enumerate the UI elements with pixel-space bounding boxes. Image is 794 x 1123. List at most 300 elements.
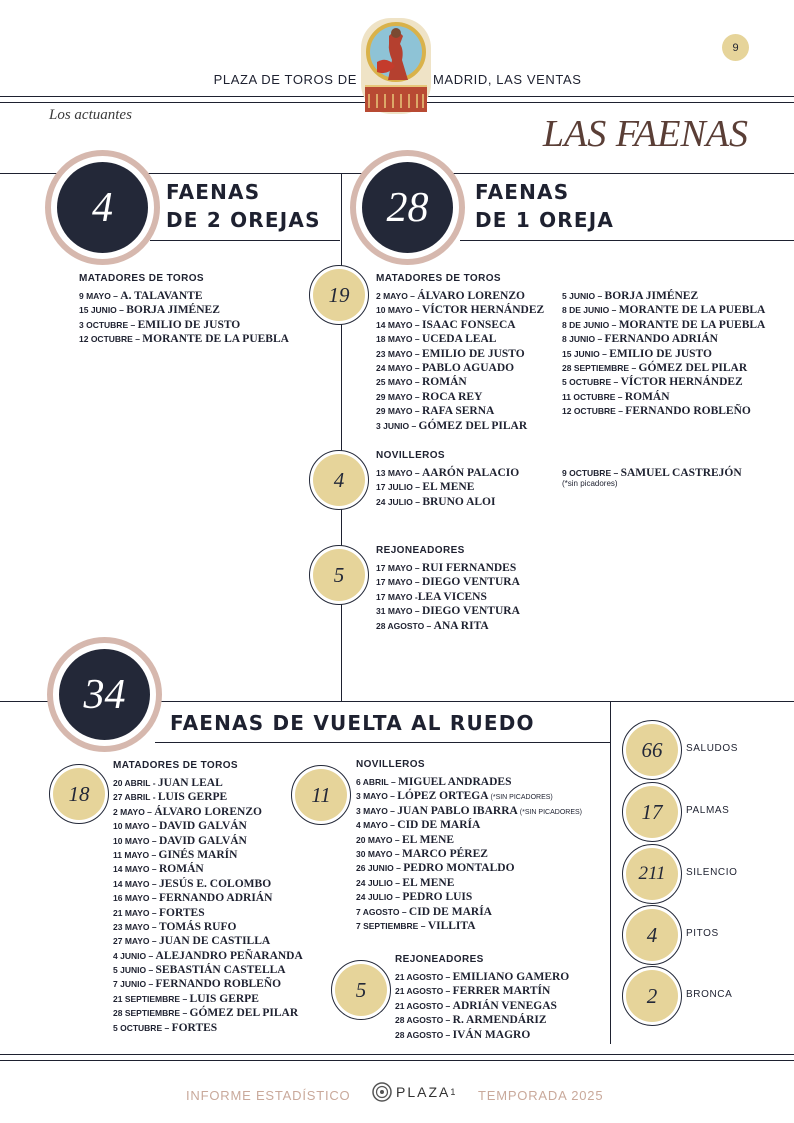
item-date: 24 JULIO <box>356 877 393 888</box>
item-name: ISAAC FONSECA <box>422 318 516 331</box>
item-name: EMILIO DE JUSTO <box>422 347 525 360</box>
result-count-circle <box>622 844 682 904</box>
item-separator: – <box>443 1015 453 1026</box>
two-ears-title-line1: FAENAS <box>166 180 261 204</box>
result-count-circle <box>622 720 682 780</box>
item-name: JUAN DE CASTILLA <box>159 935 271 948</box>
one-ear-count: 28 <box>362 162 453 253</box>
item-date: 28 AGOSTO <box>395 1015 444 1026</box>
item-separator: – <box>149 936 159 947</box>
two-ears-category: MATADORES DE TOROS <box>79 273 204 284</box>
item-separator: – <box>599 348 610 359</box>
item-date: 15 JUNIO <box>562 348 600 359</box>
laps-matadores-count-circle <box>49 764 109 824</box>
list-item <box>562 346 765 360</box>
item-name: R. ARMENDÁRIZ <box>452 1014 547 1027</box>
item-date: 21 AGOSTO <box>395 972 444 982</box>
item-name: A. TALAVANTE <box>120 290 203 302</box>
list-item <box>113 1020 303 1034</box>
item-name: FERNANDO ADRIÁN <box>159 892 273 905</box>
brand-logo-icon <box>372 1082 392 1102</box>
two-ears-count: 4 <box>57 162 148 253</box>
item-name: DIEGO VENTURA <box>422 576 520 589</box>
item-name: FERNANDO ADRIÁN <box>604 333 718 346</box>
item-name: ROMÁN <box>624 390 670 403</box>
item-separator: - <box>412 591 418 602</box>
item-date: 13 MAYO <box>376 468 413 478</box>
item-separator: – <box>629 362 639 373</box>
item-separator: – <box>180 993 190 1004</box>
list-item <box>356 904 582 918</box>
list-item <box>79 302 289 316</box>
item-name: LUIS GERPE <box>189 992 259 1005</box>
upper-column-divider <box>341 173 342 701</box>
item-date: 27 ABRIL <box>113 792 151 803</box>
item-separator: – <box>388 777 399 787</box>
item-separator: – <box>180 1008 190 1019</box>
list-item <box>376 603 520 617</box>
list-item <box>562 374 765 388</box>
one-ear-rejoneadores-count: 5 <box>313 549 365 601</box>
item-separator: – <box>595 291 605 301</box>
item-separator: – <box>399 906 409 917</box>
list-item <box>376 403 544 417</box>
one-ear-rejoneadores-category: REJONEADORES <box>376 545 465 556</box>
footer-left-text: INFORME ESTADÍSTICO <box>186 1088 351 1103</box>
list-item <box>376 288 544 302</box>
laps-matadores-count: 18 <box>53 768 105 820</box>
list-item <box>356 803 582 817</box>
page-title: LAS FAENAS <box>542 113 748 155</box>
one-ear-matadores-count: 19 <box>313 269 365 321</box>
item-separator: – <box>116 305 127 316</box>
list-item <box>376 589 520 603</box>
item-date: 3 OCTUBRE <box>79 319 129 330</box>
list-item <box>113 962 303 976</box>
list-item <box>113 976 303 990</box>
item-name: UCEDA LEAL <box>422 333 497 346</box>
item-date: 5 OCTUBRE <box>113 1022 163 1033</box>
list-item <box>376 465 519 479</box>
item-date: 17 MAYO <box>376 577 413 588</box>
item-separator: – <box>412 319 422 330</box>
item-separator: – <box>387 791 398 802</box>
item-name: MARCO PÉREZ <box>402 847 488 860</box>
item-name: LÓPEZ ORTEGA <box>397 790 489 803</box>
item-date: 17 MAYO <box>376 563 413 573</box>
list-item <box>376 618 520 632</box>
item-name: TOMÁS RUFO <box>159 920 237 933</box>
item-separator: – <box>443 972 453 982</box>
item-separator: – <box>412 406 422 417</box>
item-date: 5 OCTUBRE <box>562 377 612 388</box>
item-separator: - <box>150 778 158 788</box>
item-name: MORANTE DE LA PUEBLA <box>618 318 766 331</box>
item-date: 16 MAYO <box>113 893 150 904</box>
item-date: 5 JUNIO <box>113 965 147 976</box>
item-separator: – <box>392 834 402 845</box>
one-ear-matadores-list-col2 <box>562 288 765 418</box>
item-separator: – <box>387 805 398 816</box>
item-name: EMILIANO GAMERO <box>452 971 570 983</box>
item-separator: – <box>409 420 419 431</box>
result-count: 4 <box>626 909 678 961</box>
item-separator: – <box>609 305 619 316</box>
list-item <box>376 494 519 508</box>
list-item <box>395 983 569 997</box>
list-item <box>113 905 303 919</box>
list-item <box>113 890 303 904</box>
item-date: 9 OCTUBRE <box>562 468 612 478</box>
item-name: ROCA REY <box>422 390 483 403</box>
list-item <box>562 288 765 302</box>
item-date: 23 MAYO <box>376 348 413 359</box>
item-name: GÓMEZ DEL PILAR <box>638 361 748 374</box>
result-count: 2 <box>626 970 678 1022</box>
one-ear-title-line1: FAENAS <box>475 180 570 204</box>
list-item <box>356 889 582 903</box>
item-separator: – <box>146 950 156 961</box>
item-name: VÍCTOR HERNÁNDEZ <box>620 376 743 389</box>
list-item <box>395 1027 569 1041</box>
list-item <box>376 560 520 574</box>
item-separator: – <box>611 377 621 388</box>
item-name: AARÓN PALACIO <box>422 467 520 479</box>
list-item <box>395 969 569 983</box>
item-name: JUAN PABLO IBARRA <box>397 804 518 817</box>
footer-brand-name: PLAZA <box>396 1084 451 1100</box>
item-name: DAVID GALVÁN <box>159 834 247 847</box>
item-name: PEDRO MONTALDO <box>403 862 515 875</box>
list-item <box>376 479 519 493</box>
list-item <box>562 317 765 331</box>
item-separator: – <box>149 907 159 918</box>
item-date: 31 MAYO <box>376 606 413 617</box>
item-separator: – <box>412 305 422 316</box>
list-item <box>356 788 582 802</box>
list-item <box>356 860 582 874</box>
item-name: PABLO AGUADO <box>422 361 515 374</box>
list-item <box>79 288 289 302</box>
list-item <box>79 331 289 345</box>
item-separator: – <box>162 1022 172 1033</box>
item-separator: – <box>443 986 453 997</box>
item-date: 11 MAYO <box>113 849 150 860</box>
bullring-logo <box>359 16 433 118</box>
one-ear-title <box>475 178 614 234</box>
one-ear-novilleros-count: 4 <box>313 454 365 506</box>
item-note: (*sin picadores) <box>562 479 618 489</box>
list-item <box>113 933 303 947</box>
two-ears-title-line2: DE 2 OREJAS <box>166 208 321 232</box>
item-date: 8 JUNIO <box>562 334 596 345</box>
item-note: (*SIN PICADORES) <box>488 794 553 802</box>
result-count: 211 <box>626 848 678 900</box>
list-item <box>376 574 520 588</box>
item-date: 21 MAYO <box>113 907 150 918</box>
laps-rejoneadores-category: REJONEADORES <box>395 954 484 965</box>
section-label: Los actuantes <box>49 107 132 123</box>
item-name: ADRIÁN VENEGAS <box>452 999 557 1012</box>
result-count: 17 <box>626 786 678 838</box>
item-name: GÓMEZ DEL PILAR <box>418 419 528 432</box>
laps-rejoneadores-list <box>395 969 569 1041</box>
list-item <box>113 861 303 875</box>
item-name: VILLITA <box>427 919 476 932</box>
item-name: DAVID GALVÁN <box>159 820 247 833</box>
item-date: 7 SEPTIEMBRE <box>356 920 419 931</box>
item-separator: – <box>412 348 422 359</box>
item-date: 12 OCTUBRE <box>79 334 133 345</box>
list-item <box>79 317 289 331</box>
item-date: 11 OCTUBRE <box>562 391 616 402</box>
item-separator: – <box>392 892 403 903</box>
list-item <box>356 846 582 860</box>
item-name: FERRER MARTÍN <box>452 985 551 998</box>
item-name: FORTES <box>159 906 205 919</box>
item-separator: - <box>150 792 158 803</box>
item-date: 4 MAYO <box>356 820 388 831</box>
laps-count-circle <box>47 637 162 752</box>
item-date: 23 MAYO <box>113 921 150 932</box>
one-ear-novilleros-list-col2 <box>562 465 742 489</box>
item-name: IVÁN MAGRO <box>452 1028 531 1041</box>
list-item <box>113 876 303 890</box>
item-name: FORTES <box>171 1021 218 1034</box>
one-ear-count-circle <box>350 150 465 265</box>
list-item <box>376 317 544 331</box>
item-separator: – <box>132 334 143 345</box>
item-name: EL MENE <box>402 876 455 889</box>
list-item <box>376 418 544 432</box>
list-item <box>113 847 303 861</box>
two-ears-list <box>79 288 289 346</box>
item-date: 30 MAYO <box>356 848 393 859</box>
item-name: LEA VICENS <box>417 590 487 603</box>
list-item <box>113 919 303 933</box>
item-separator: – <box>412 563 422 573</box>
item-date: 27 MAYO <box>113 936 150 947</box>
laps-novilleros-count-circle <box>291 765 351 825</box>
laps-novilleros-list <box>356 774 582 932</box>
item-date: 6 ABRIL <box>356 777 389 787</box>
item-separator: – <box>387 820 398 831</box>
item-date: 3 MAYO <box>356 805 388 816</box>
item-date: 8 DE JUNIO <box>562 305 610 316</box>
one-ear-matadores-list-col1 <box>376 288 544 432</box>
item-name: ÁLVARO LORENZO <box>417 290 525 302</box>
item-date: 21 AGOSTO <box>395 1000 444 1011</box>
list-item <box>356 774 582 788</box>
item-date: 10 MAYO <box>113 835 150 846</box>
item-separator: – <box>149 864 159 875</box>
item-date: 12 OCTUBRE <box>562 406 616 417</box>
item-separator: – <box>149 921 159 932</box>
item-date: 28 SEPTIEMBRE <box>113 1008 181 1019</box>
item-date: 28 AGOSTO <box>376 620 425 631</box>
laps-novilleros-category: NOVILLEROS <box>356 759 426 770</box>
item-name: ROMÁN <box>159 863 204 876</box>
item-name: VÍCTOR HERNÁNDEZ <box>422 304 545 317</box>
item-separator: – <box>615 391 625 402</box>
item-name: ANA RITA <box>433 619 489 632</box>
list-item <box>113 948 303 962</box>
item-date: 7 JUNIO <box>113 979 147 990</box>
list-item <box>562 465 742 479</box>
item-separator: – <box>149 849 159 860</box>
item-date: 26 JUNIO <box>356 863 394 874</box>
laps-count: 34 <box>59 649 150 740</box>
list-item <box>562 302 765 316</box>
one-ear-novilleros-list-col1 <box>376 465 519 508</box>
one-ear-novilleros-count-circle <box>309 450 369 510</box>
list-item <box>376 331 544 345</box>
item-name: EL MENE <box>402 833 455 846</box>
one-ear-matadores-category: MATADORES DE TOROS <box>376 273 501 284</box>
laps-matadores-list <box>113 775 303 1034</box>
list-item <box>376 360 544 374</box>
item-date: 4 JUNIO <box>113 950 147 961</box>
item-separator: – <box>412 334 422 345</box>
item-name: SEBASTIÁN CASTELLA <box>155 964 286 977</box>
result-label: SILENCIO <box>686 867 738 878</box>
result-label: SALUDOS <box>686 743 738 754</box>
item-separator: – <box>418 920 428 931</box>
item-name: CID DE MARÍA <box>397 819 481 832</box>
item-separator: – <box>149 893 159 904</box>
list-item <box>562 331 765 345</box>
laps-title: FAENAS DE VUELTA AL RUEDO <box>170 711 535 735</box>
item-separator: – <box>412 468 422 478</box>
item-date: 3 MAYO <box>356 791 388 802</box>
item-separator: – <box>615 406 626 417</box>
result-label: PITOS <box>686 928 719 939</box>
item-name: MORANTE DE LA PUEBLA <box>618 304 766 317</box>
item-name: EL MENE <box>422 481 475 494</box>
item-separator: – <box>149 821 159 832</box>
result-count-circle <box>622 782 682 842</box>
item-name: ROMÁN <box>422 376 467 389</box>
list-item <box>376 302 544 316</box>
item-name: MIGUEL ANDRADES <box>398 776 512 788</box>
item-separator: – <box>412 482 423 493</box>
item-date: 3 JUNIO <box>376 420 410 431</box>
one-ear-rejoneadores-count-circle <box>309 545 369 605</box>
item-name: FERNANDO ROBLEÑO <box>625 405 751 418</box>
item-name: GÓMEZ DEL PILAR <box>189 1007 299 1020</box>
item-date: 24 MAYO <box>376 362 413 373</box>
item-date: 21 AGOSTO <box>395 986 444 997</box>
item-date: 5 JUNIO <box>562 291 596 301</box>
list-item <box>356 875 582 889</box>
header-right-text: MADRID, LAS VENTAS <box>433 72 582 87</box>
item-date: 25 MAYO <box>376 377 413 388</box>
footer-rule-top <box>0 1054 794 1055</box>
item-name: FERNANDO ROBLEÑO <box>155 978 282 991</box>
footer-right-text: TEMPORADA 2025 <box>478 1088 604 1103</box>
item-separator: – <box>412 362 422 373</box>
item-date: 28 AGOSTO <box>395 1029 444 1040</box>
list-item <box>376 389 544 403</box>
item-separator: – <box>149 835 159 846</box>
item-date: 17 JULIO <box>376 482 413 493</box>
one-ear-matadores-count-circle <box>309 265 369 325</box>
list-item <box>376 346 544 360</box>
item-name: EMILIO DE JUSTO <box>137 318 241 331</box>
item-date: 29 MAYO <box>376 406 413 417</box>
item-date: 14 MAYO <box>113 878 150 889</box>
item-date: 2 MAYO <box>113 806 145 817</box>
item-date: 20 MAYO <box>356 834 393 845</box>
item-separator: – <box>128 319 138 330</box>
item-separator: – <box>443 1000 453 1011</box>
list-item <box>113 833 303 847</box>
item-separator: – <box>393 863 404 874</box>
item-name: DIEGO VENTURA <box>422 605 520 618</box>
laps-novilleros-count: 11 <box>295 769 347 821</box>
header-left-text: PLAZA DE TOROS DE <box>213 72 357 87</box>
item-date: 28 SEPTIEMBRE <box>562 362 630 373</box>
laps-rejoneadores-count-circle <box>331 960 391 1020</box>
item-date: 24 JULIO <box>376 496 413 507</box>
item-separator: – <box>424 620 434 631</box>
item-name: CID DE MARÍA <box>408 905 492 918</box>
item-name: RUI FERNANDES <box>422 562 517 574</box>
one-ear-rejoneadores-list <box>376 560 520 632</box>
item-date: 10 MAYO <box>376 305 413 316</box>
result-count: 66 <box>626 724 678 776</box>
item-date: 14 MAYO <box>376 319 413 330</box>
list-item <box>562 403 765 417</box>
item-separator: – <box>412 391 422 402</box>
item-name: EMILIO DE JUSTO <box>609 347 712 360</box>
item-separator: – <box>609 319 619 330</box>
list-item <box>376 374 544 388</box>
list-item <box>113 775 303 789</box>
title-divider-left <box>150 240 340 241</box>
item-date: 9 MAYO <box>79 291 111 301</box>
item-date: 14 MAYO <box>113 864 150 875</box>
footer-rule-bottom <box>0 1060 794 1061</box>
item-separator: – <box>412 606 422 617</box>
laps-title-divider <box>155 742 610 743</box>
list-item <box>113 804 303 818</box>
item-date: 10 MAYO <box>113 821 150 832</box>
item-name: SAMUEL CASTREJÓN <box>620 467 742 479</box>
item-separator: – <box>443 1029 453 1040</box>
title-divider-right <box>460 240 794 241</box>
item-separator: – <box>146 965 156 976</box>
one-ear-title-line2: DE 1 OREJA <box>475 208 615 232</box>
item-date: 17 MAYO <box>376 591 413 602</box>
item-separator: – <box>392 848 402 859</box>
result-count-circle <box>622 905 682 965</box>
item-date: 15 JUNIO <box>79 305 117 316</box>
list-item <box>356 918 582 932</box>
list-item <box>562 360 765 374</box>
item-date: 29 MAYO <box>376 391 413 402</box>
item-name: LUIS GERPE <box>157 791 228 804</box>
item-name: PEDRO LUIS <box>402 891 473 904</box>
item-separator: – <box>146 979 156 990</box>
item-name: BORJA JIMÉNEZ <box>604 290 699 302</box>
item-separator: – <box>595 334 605 345</box>
item-separator: – <box>412 377 422 388</box>
item-date: 20 ABRIL <box>113 778 151 788</box>
item-date: 7 AGOSTO <box>356 906 400 917</box>
page-number-badge <box>722 34 749 61</box>
list-item <box>395 998 569 1012</box>
